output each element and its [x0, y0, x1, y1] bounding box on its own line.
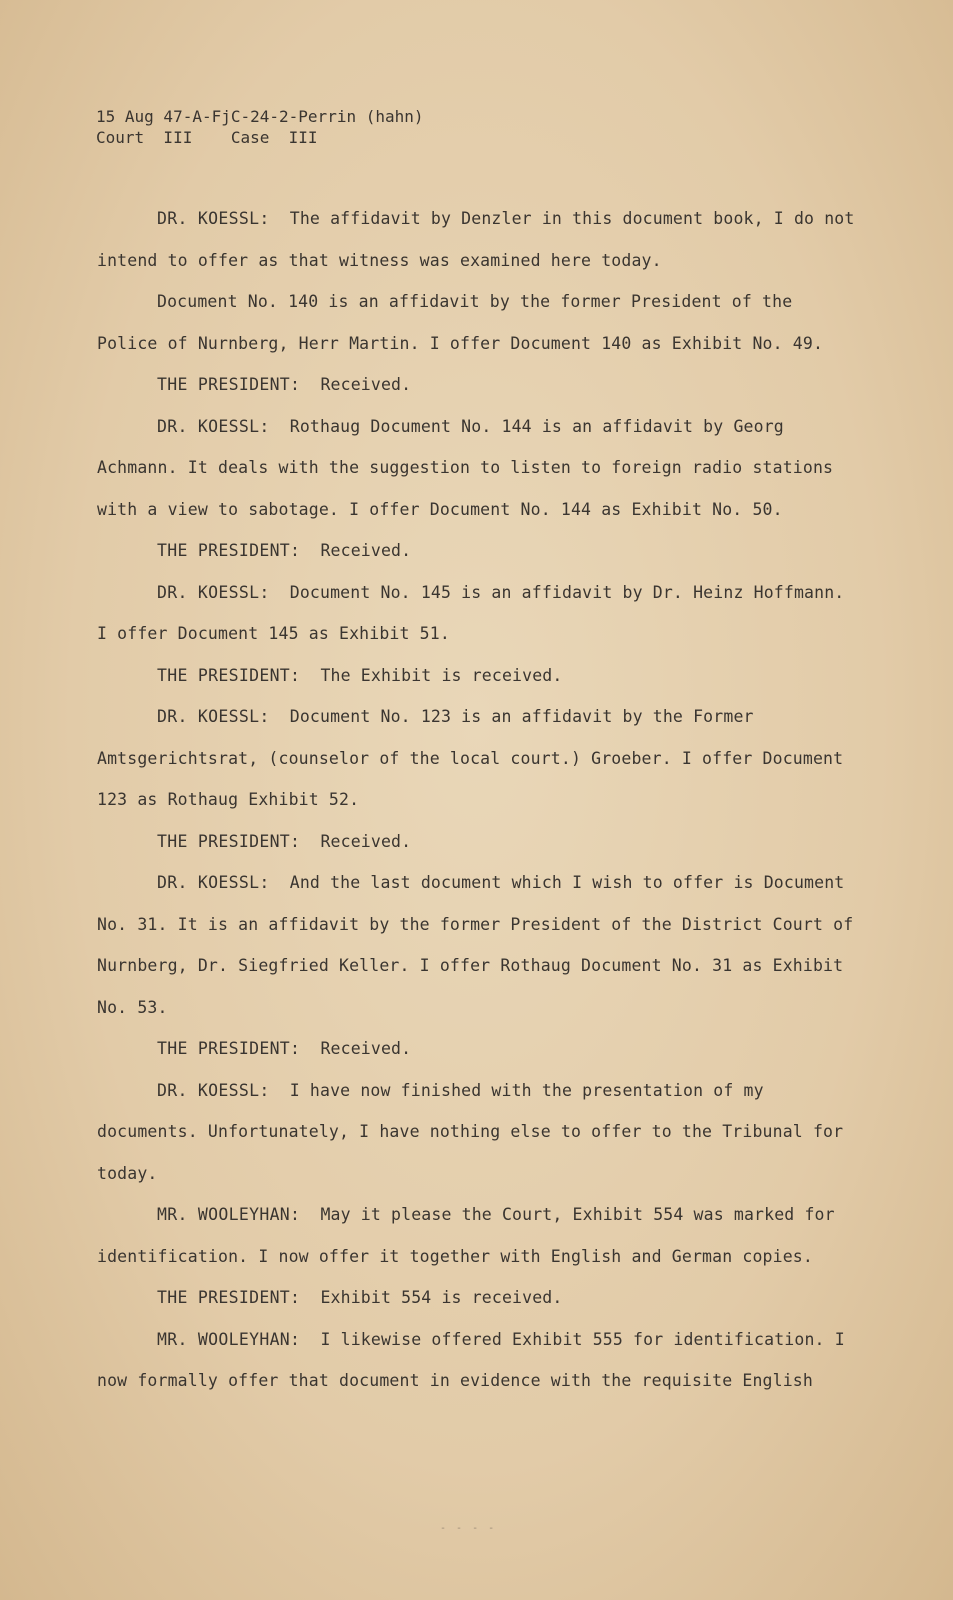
transcript-paragraph	[97, 1319, 857, 1402]
speaker-label: THE PRESIDENT:	[157, 831, 301, 851]
header-reference-line: 15 Aug 47-A-FjC-24-2-Perrin (hahn)	[96, 107, 424, 126]
paragraph-text: The affidavit by Denzler in this document book, I do not intend to offer as that witness was examined here today.	[97, 209, 855, 270]
speaker-label: THE PRESIDENT:	[157, 665, 301, 685]
transcript-paragraph	[97, 281, 857, 364]
transcript-paragraph	[97, 655, 857, 697]
speaker-label: DR. KOESSL:	[157, 1080, 270, 1100]
speaker-label: THE PRESIDENT:	[157, 541, 301, 560]
header-court-case-line: Court III Case III	[96, 128, 318, 147]
speaker-label: DR. KOESSL:	[157, 209, 270, 228]
document-header	[96, 106, 424, 148]
speaker-label: DR. KOESSL:	[157, 582, 270, 602]
transcript-paragraph	[97, 1194, 857, 1277]
paragraph-text: Received.	[320, 541, 412, 560]
transcript-paragraph	[97, 821, 857, 863]
paragraph-text: Document No. 123 is an affidavit by the Former Amtsgerichtsrat, (counselor of the local court.) Groeber. I offer Document 123 as Rothaug Exhibit 52.	[97, 707, 844, 809]
paragraph-text: Exhibit 554 is received.	[320, 1288, 563, 1307]
speaker-label: DR. KOESSL:	[157, 873, 270, 892]
speaker-label: THE PRESIDENT:	[157, 1039, 301, 1058]
transcript-paragraph	[97, 1277, 857, 1319]
transcript-paragraph	[97, 198, 857, 281]
paragraph-text: Document No. 145 is an affidavit by Dr. Heinz Hoffmann. I offer Document 145 as Exhibit 51.	[97, 582, 845, 643]
transcript-paragraph	[97, 572, 857, 655]
speaker-label: THE PRESIDENT:	[157, 1288, 301, 1307]
speaker-label: DR. KOESSL:	[157, 416, 270, 436]
paragraph-text: May it please the Court, Exhibit 554 was marked for identification. I now offer it together with English and German copies.	[97, 1205, 835, 1266]
transcript-paragraph	[97, 1028, 857, 1070]
paragraph-text: Received.	[320, 375, 412, 394]
transcript-paragraph	[97, 364, 857, 406]
paragraph-text: I have now finished with the presentation of my documents. Unfortunately, I have nothing else to offer to the Tribunal for today.	[97, 1080, 844, 1183]
speaker-label: MR. WOOLEYHAN:	[157, 1329, 301, 1349]
speaker-label: DR. KOESSL:	[157, 707, 270, 726]
paragraph-text: The Exhibit is received.	[320, 665, 563, 685]
paragraph-text: Received.	[320, 831, 412, 851]
paragraph-text: Received.	[320, 1039, 412, 1058]
paragraph-text: Rothaug Document No. 144 is an affidavit by Georg Achmann. It deals with the suggestion to listen to foreign radio stations with a view to sabotage. I offer Document No. 144 as Exhibit No. 50.	[97, 416, 834, 519]
speaker-label: MR. WOOLEYHAN:	[157, 1205, 301, 1224]
speaker-label: THE PRESIDENT:	[157, 375, 301, 394]
paragraph-text: I likewise offered Exhibit 555 for identification. I now formally offer that document in evidence with the requisite English	[97, 1329, 845, 1390]
transcript-paragraph	[97, 530, 857, 572]
transcript-paragraph	[97, 1070, 857, 1195]
paragraph-text: Document No. 140 is an affidavit by the former President of the Police of Nurnberg, Herr Martin. I offer Document 140 as Exhibit No. 49.	[97, 292, 824, 353]
footer-mark: - - - -	[440, 1523, 497, 1534]
transcript-paragraph	[97, 696, 857, 821]
transcript-paragraph	[97, 862, 857, 1028]
transcript-body	[97, 198, 857, 1402]
paragraph-text: And the last document which I wish to offer is Document No. 31. It is an affidavit by the former President of the District Court of Nurnberg, Dr. Siegfried Keller. I offer Rothaug Document No. 31 as Exhibit No. 53.	[97, 873, 854, 1017]
transcript-paragraph	[97, 406, 857, 531]
